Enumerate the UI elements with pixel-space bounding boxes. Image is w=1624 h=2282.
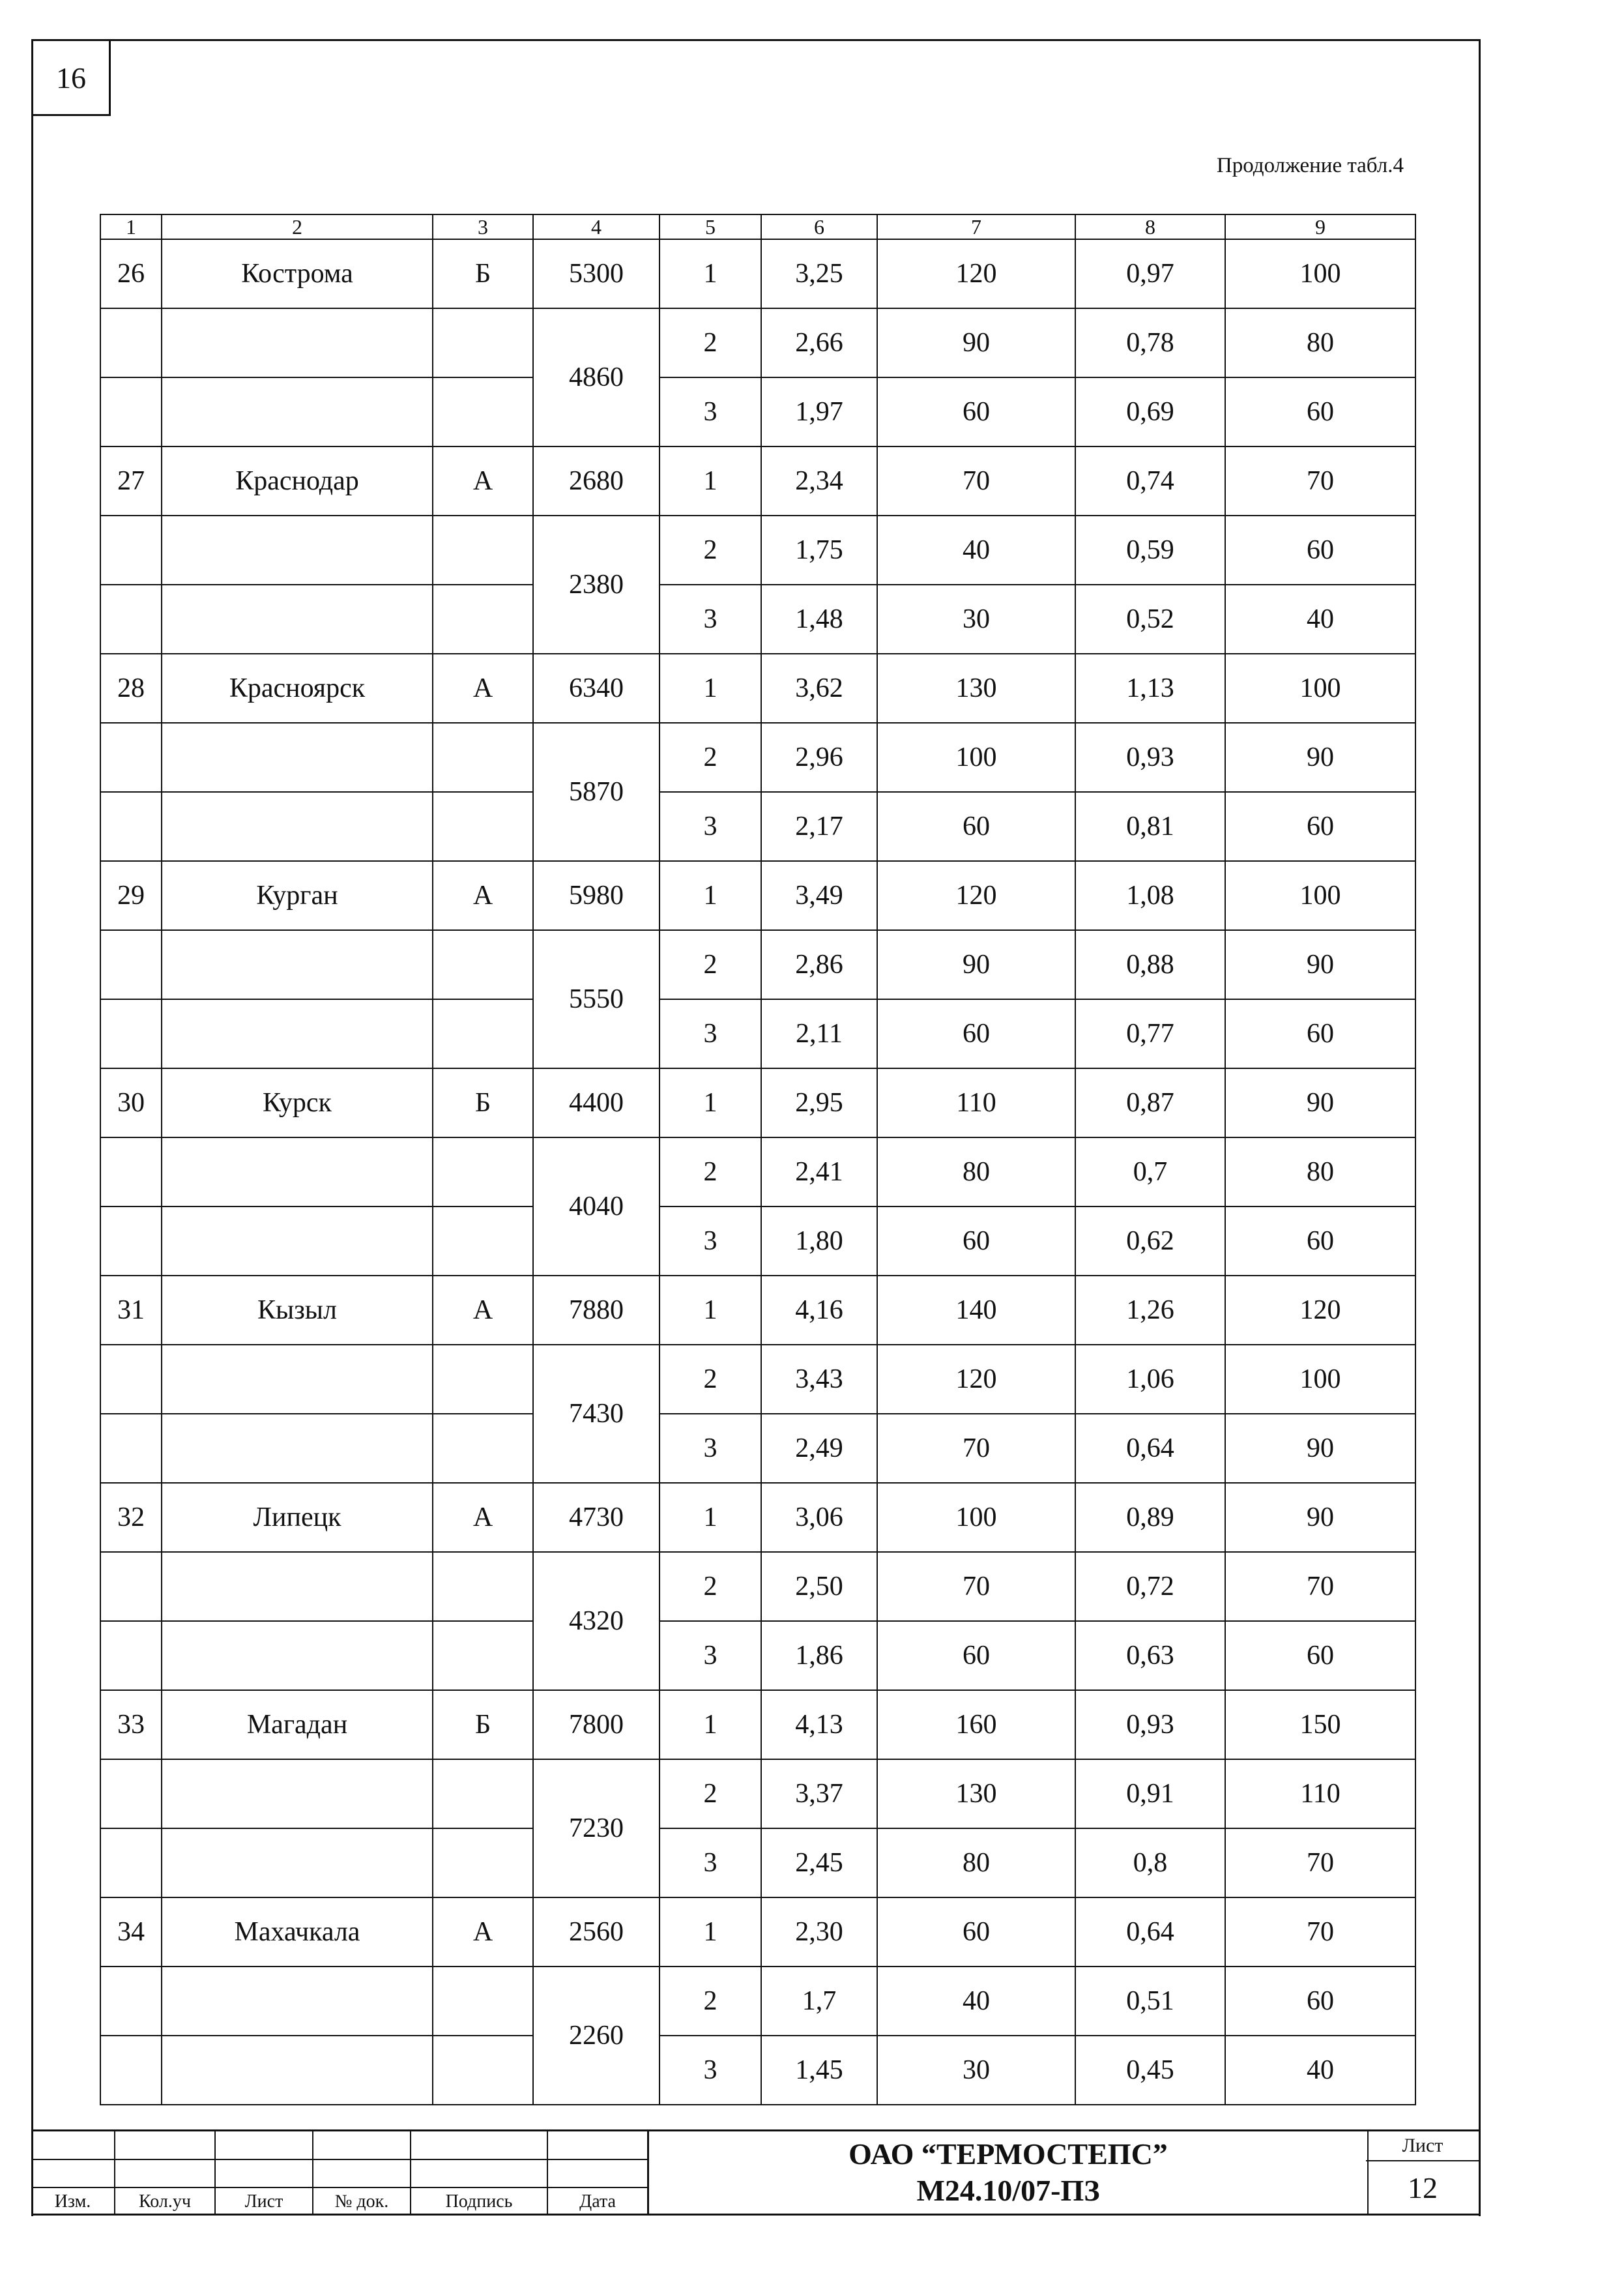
row-number-cell: 29 [100, 861, 162, 930]
city-cell [162, 585, 433, 654]
value-cell: 80 [1225, 308, 1415, 377]
column4-cell: 2560 [533, 1897, 660, 1967]
table-row [100, 377, 1415, 446]
value-cell: 2 [660, 1967, 761, 2036]
value-cell: 60 [1225, 1621, 1415, 1690]
zone-cell [433, 723, 533, 792]
column4-cell: 4040 [533, 1137, 660, 1276]
value-cell: 2 [660, 1137, 761, 1207]
row-number-cell: 27 [100, 446, 162, 516]
value-cell: 1,45 [761, 2036, 877, 2105]
city-cell [162, 308, 433, 377]
value-cell: 2,41 [761, 1137, 877, 1207]
value-cell: 3 [660, 1414, 761, 1483]
zone-cell [433, 308, 533, 377]
value-cell: 1,48 [761, 585, 877, 654]
value-cell: 2 [660, 1345, 761, 1414]
value-cell: 0,52 [1075, 585, 1225, 654]
frame-left-line [31, 116, 33, 2216]
stamp-label-count: Кол.уч [115, 2187, 215, 2216]
value-cell: 2,95 [761, 1068, 877, 1137]
value-cell: 60 [1225, 516, 1415, 585]
value-cell: 120 [877, 861, 1075, 930]
value-cell: 70 [877, 1552, 1075, 1621]
stamp-label-doc-no: № док. [313, 2187, 411, 2216]
city-cell [162, 792, 433, 861]
table-row [100, 654, 1415, 723]
table-row [100, 930, 1415, 999]
city-cell [162, 2036, 433, 2105]
column4-cell: 4860 [533, 308, 660, 446]
value-cell: 1 [660, 1483, 761, 1552]
row-number-cell: 34 [100, 1897, 162, 1967]
column-header: 7 [877, 214, 1075, 239]
zone-cell [433, 999, 533, 1068]
value-cell: 60 [877, 1621, 1075, 1690]
zone-cell: А [433, 861, 533, 930]
table-row [100, 792, 1415, 861]
zone-cell [433, 1137, 533, 1207]
value-cell: 60 [1225, 1967, 1415, 2036]
value-cell: 0,62 [1075, 1207, 1225, 1276]
row-number-cell [100, 585, 162, 654]
page-number-box [31, 39, 111, 116]
value-cell: 2,96 [761, 723, 877, 792]
value-cell: 90 [1225, 723, 1415, 792]
column4-cell: 5980 [533, 861, 660, 930]
value-cell: 1 [660, 1897, 761, 1967]
value-cell: 3,06 [761, 1483, 877, 1552]
zone-cell [433, 1552, 533, 1621]
revision-grid [31, 2131, 648, 2216]
city-cell [162, 1137, 433, 1207]
column4-cell: 7800 [533, 1690, 660, 1759]
value-cell: 160 [877, 1690, 1075, 1759]
value-cell: 0,74 [1075, 446, 1225, 516]
value-cell: 60 [1225, 792, 1415, 861]
value-cell: 60 [877, 1897, 1075, 1967]
value-cell: 3,62 [761, 654, 877, 723]
value-cell: 90 [877, 308, 1075, 377]
value-cell: 3 [660, 585, 761, 654]
value-cell: 3 [660, 1621, 761, 1690]
zone-cell [433, 585, 533, 654]
table-row [100, 2036, 1415, 2105]
city-cell: Курск [162, 1068, 433, 1137]
value-cell: 0,51 [1075, 1967, 1225, 2036]
value-cell: 1,26 [1075, 1276, 1225, 1345]
value-cell: 90 [1225, 1483, 1415, 1552]
value-cell: 2,86 [761, 930, 877, 999]
zone-cell: А [433, 446, 533, 516]
value-cell: 2,11 [761, 999, 877, 1068]
row-number-cell: 28 [100, 654, 162, 723]
value-cell: 60 [877, 1207, 1075, 1276]
zone-cell: А [433, 654, 533, 723]
value-cell: 4,16 [761, 1276, 877, 1345]
city-cell: Магадан [162, 1690, 433, 1759]
row-number-cell [100, 1621, 162, 1690]
stamp-label-change: Изм. [31, 2187, 115, 2216]
table-row [100, 1207, 1415, 1276]
sheet-label: Лист [1366, 2131, 1479, 2161]
value-cell: 90 [877, 930, 1075, 999]
value-cell: 1,97 [761, 377, 877, 446]
row-number-cell [100, 1345, 162, 1414]
value-cell: 0,45 [1075, 2036, 1225, 2105]
column4-cell: 5870 [533, 723, 660, 861]
table-row [100, 999, 1415, 1068]
value-cell: 130 [877, 654, 1075, 723]
table-row [100, 1759, 1415, 1828]
value-cell: 70 [877, 1414, 1075, 1483]
sheet-number-box [1366, 2131, 1479, 2214]
value-cell: 1,7 [761, 1967, 877, 2036]
table-row [100, 516, 1415, 585]
value-cell: 120 [877, 239, 1075, 308]
value-cell: 70 [1225, 1828, 1415, 1897]
value-cell: 2 [660, 930, 761, 999]
value-cell: 120 [877, 1345, 1075, 1414]
zone-cell [433, 377, 533, 446]
column4-cell: 6340 [533, 654, 660, 723]
value-cell: 0,91 [1075, 1759, 1225, 1828]
value-cell: 40 [1225, 2036, 1415, 2105]
value-cell: 1 [660, 446, 761, 516]
value-cell: 1 [660, 239, 761, 308]
table-row [100, 308, 1415, 377]
zone-cell [433, 1621, 533, 1690]
value-cell: 0,89 [1075, 1483, 1225, 1552]
value-cell: 100 [1225, 654, 1415, 723]
value-cell: 4,13 [761, 1690, 877, 1759]
value-cell: 3,37 [761, 1759, 877, 1828]
document-code: М24.10/07-ПЗ [916, 2174, 1100, 2207]
city-cell [162, 1828, 433, 1897]
column4-cell: 2380 [533, 516, 660, 654]
sheet-value: 12 [1408, 2171, 1438, 2204]
zone-cell [433, 516, 533, 585]
value-cell: 0,93 [1075, 723, 1225, 792]
column4-cell: 2680 [533, 446, 660, 516]
value-cell: 60 [877, 792, 1075, 861]
table-continuation-caption: Продолжение табл.4 [1216, 154, 1404, 177]
table-row [100, 1828, 1415, 1897]
zone-cell: Б [433, 1068, 533, 1137]
value-cell: 2,45 [761, 1828, 877, 1897]
row-number-cell [100, 308, 162, 377]
column-header: 4 [533, 214, 660, 239]
value-cell: 0,77 [1075, 999, 1225, 1068]
value-cell: 30 [877, 2036, 1075, 2105]
value-cell: 2,34 [761, 446, 877, 516]
city-cell: Липецк [162, 1483, 433, 1552]
value-cell: 0,69 [1075, 377, 1225, 446]
column4-cell: 5550 [533, 930, 660, 1068]
value-cell: 130 [877, 1759, 1075, 1828]
column-header: 5 [660, 214, 761, 239]
row-number-cell: 30 [100, 1068, 162, 1137]
table-row [100, 861, 1415, 930]
column4-cell: 2260 [533, 1967, 660, 2105]
stamp-label-date: Дата [547, 2187, 648, 2216]
row-number-cell [100, 1828, 162, 1897]
city-cell [162, 723, 433, 792]
title-block [31, 2129, 1479, 2216]
city-cell [162, 1759, 433, 1828]
page-number: 16 [56, 61, 86, 95]
value-cell: 0,8 [1075, 1828, 1225, 1897]
zone-cell [433, 792, 533, 861]
row-number-cell [100, 1137, 162, 1207]
table-row [100, 1967, 1415, 2036]
zone-cell [433, 1759, 533, 1828]
column4-cell: 7880 [533, 1276, 660, 1345]
value-cell: 80 [877, 1828, 1075, 1897]
value-cell: 3,25 [761, 239, 877, 308]
table-row [100, 1483, 1415, 1552]
city-cell: Краснодар [162, 446, 433, 516]
value-cell: 3,49 [761, 861, 877, 930]
table-row [100, 1276, 1415, 1345]
zone-cell: Б [433, 239, 533, 308]
value-cell: 2 [660, 1552, 761, 1621]
value-cell: 60 [1225, 1207, 1415, 1276]
row-number-cell [100, 930, 162, 999]
table-row [100, 1690, 1415, 1759]
value-cell: 2,66 [761, 308, 877, 377]
city-cell: Красноярск [162, 654, 433, 723]
value-cell: 2,50 [761, 1552, 877, 1621]
stamp-label-sheet: Лист [215, 2187, 313, 2216]
table-row [100, 239, 1415, 308]
value-cell: 0,78 [1075, 308, 1225, 377]
value-cell: 80 [1225, 1137, 1415, 1207]
value-cell: 0,81 [1075, 792, 1225, 861]
column4-cell: 4400 [533, 1068, 660, 1137]
value-cell: 100 [877, 1483, 1075, 1552]
value-cell: 40 [877, 516, 1075, 585]
value-cell: 2 [660, 308, 761, 377]
value-cell: 1,13 [1075, 654, 1225, 723]
stamp-title-area [648, 2131, 1369, 2214]
organization-name: ОАО “ТЕРМОСТЕПС” [848, 2137, 1168, 2171]
value-cell: 100 [877, 723, 1075, 792]
row-number-cell [100, 723, 162, 792]
zone-cell [433, 1414, 533, 1483]
value-cell: 1 [660, 1690, 761, 1759]
value-cell: 1,80 [761, 1207, 877, 1276]
value-cell: 140 [877, 1276, 1075, 1345]
value-cell: 70 [1225, 446, 1415, 516]
column-header: 6 [761, 214, 877, 239]
value-cell: 40 [1225, 585, 1415, 654]
value-cell: 0,93 [1075, 1690, 1225, 1759]
column4-cell: 7230 [533, 1759, 660, 1897]
value-cell: 110 [1225, 1759, 1415, 1828]
zone-cell: А [433, 1276, 533, 1345]
city-cell: Курган [162, 861, 433, 930]
row-number-cell [100, 999, 162, 1068]
stamp-label-signature: Подпись [411, 2187, 547, 2216]
value-cell: 0,63 [1075, 1621, 1225, 1690]
value-cell: 40 [877, 1967, 1075, 2036]
value-cell: 2 [660, 723, 761, 792]
zone-cell: А [433, 1483, 533, 1552]
zone-cell [433, 930, 533, 999]
row-number-cell [100, 2036, 162, 2105]
column4-cell: 4320 [533, 1552, 660, 1690]
table-row [100, 1897, 1415, 1967]
value-cell: 100 [1225, 1345, 1415, 1414]
zone-cell [433, 2036, 533, 2105]
value-cell: 0,64 [1075, 1414, 1225, 1483]
row-number-cell: 26 [100, 239, 162, 308]
value-cell: 3 [660, 999, 761, 1068]
data-table [100, 214, 1416, 2105]
value-cell: 2 [660, 516, 761, 585]
value-cell: 3 [660, 1207, 761, 1276]
zone-cell: Б [433, 1690, 533, 1759]
value-cell: 3,43 [761, 1345, 877, 1414]
column4-cell: 7430 [533, 1345, 660, 1483]
frame-right-line [1479, 39, 1481, 2216]
value-cell: 3 [660, 792, 761, 861]
row-number-cell: 32 [100, 1483, 162, 1552]
value-cell: 1,75 [761, 516, 877, 585]
zone-cell [433, 1828, 533, 1897]
city-cell: Махачкала [162, 1897, 433, 1967]
table-row [100, 585, 1415, 654]
table-row [100, 1552, 1415, 1621]
frame-top-line [111, 39, 1481, 41]
value-cell: 90 [1225, 930, 1415, 999]
value-cell: 0,64 [1075, 1897, 1225, 1967]
table-row [100, 1345, 1415, 1414]
value-cell: 1,08 [1075, 861, 1225, 930]
column-header: 9 [1225, 214, 1415, 239]
zone-cell: А [433, 1897, 533, 1967]
value-cell: 60 [1225, 377, 1415, 446]
row-number-cell: 33 [100, 1690, 162, 1759]
column-header: 3 [433, 214, 533, 239]
column4-cell: 5300 [533, 239, 660, 308]
row-number-cell [100, 377, 162, 446]
value-cell: 60 [877, 999, 1075, 1068]
city-cell [162, 516, 433, 585]
city-cell: Кострома [162, 239, 433, 308]
table-row [100, 1137, 1415, 1207]
value-cell: 70 [1225, 1897, 1415, 1967]
value-cell: 1 [660, 654, 761, 723]
value-cell: 70 [877, 446, 1075, 516]
value-cell: 90 [1225, 1414, 1415, 1483]
row-number-cell [100, 1967, 162, 2036]
value-cell: 0,7 [1075, 1137, 1225, 1207]
value-cell: 80 [877, 1137, 1075, 1207]
row-number-cell: 31 [100, 1276, 162, 1345]
city-cell [162, 1345, 433, 1414]
value-cell: 1 [660, 1068, 761, 1137]
city-cell [162, 930, 433, 999]
column4-cell: 4730 [533, 1483, 660, 1552]
value-cell: 0,87 [1075, 1068, 1225, 1137]
row-number-cell [100, 1759, 162, 1828]
value-cell: 90 [1225, 1068, 1415, 1137]
value-cell: 3 [660, 377, 761, 446]
city-cell [162, 377, 433, 446]
table-row [100, 723, 1415, 792]
value-cell: 0,97 [1075, 239, 1225, 308]
column-header: 8 [1075, 214, 1225, 239]
value-cell: 2 [660, 1759, 761, 1828]
header-row [100, 214, 1415, 239]
value-cell: 1,86 [761, 1621, 877, 1690]
value-cell: 70 [1225, 1552, 1415, 1621]
row-number-cell [100, 516, 162, 585]
table-row [100, 1621, 1415, 1690]
zone-cell [433, 1345, 533, 1414]
value-cell: 150 [1225, 1690, 1415, 1759]
value-cell: 30 [877, 585, 1075, 654]
city-cell [162, 1967, 433, 2036]
value-cell: 2,49 [761, 1414, 877, 1483]
value-cell: 3 [660, 2036, 761, 2105]
row-number-cell [100, 792, 162, 861]
value-cell: 1,06 [1075, 1345, 1225, 1414]
column-header: 2 [162, 214, 433, 239]
row-number-cell [100, 1414, 162, 1483]
table-row [100, 1414, 1415, 1483]
city-cell: Кызыл [162, 1276, 433, 1345]
value-cell: 3 [660, 1828, 761, 1897]
row-number-cell [100, 1207, 162, 1276]
value-cell: 120 [1225, 1276, 1415, 1345]
column-header: 1 [100, 214, 162, 239]
value-cell: 0,59 [1075, 516, 1225, 585]
value-cell: 0,88 [1075, 930, 1225, 999]
value-cell: 60 [877, 377, 1075, 446]
value-cell: 2,17 [761, 792, 877, 861]
row-number-cell [100, 1552, 162, 1621]
value-cell: 2,30 [761, 1897, 877, 1967]
value-cell: 100 [1225, 861, 1415, 930]
city-cell [162, 1552, 433, 1621]
city-cell [162, 1207, 433, 1276]
city-cell [162, 1621, 433, 1690]
zone-cell [433, 1967, 533, 2036]
value-cell: 100 [1225, 239, 1415, 308]
value-cell: 60 [1225, 999, 1415, 1068]
value-cell: 0,72 [1075, 1552, 1225, 1621]
table-row [100, 1068, 1415, 1137]
table-row [100, 446, 1415, 516]
value-cell: 1 [660, 1276, 761, 1345]
zone-cell [433, 1207, 533, 1276]
city-cell [162, 1414, 433, 1483]
value-cell: 110 [877, 1068, 1075, 1137]
value-cell: 1 [660, 861, 761, 930]
city-cell [162, 999, 433, 1068]
